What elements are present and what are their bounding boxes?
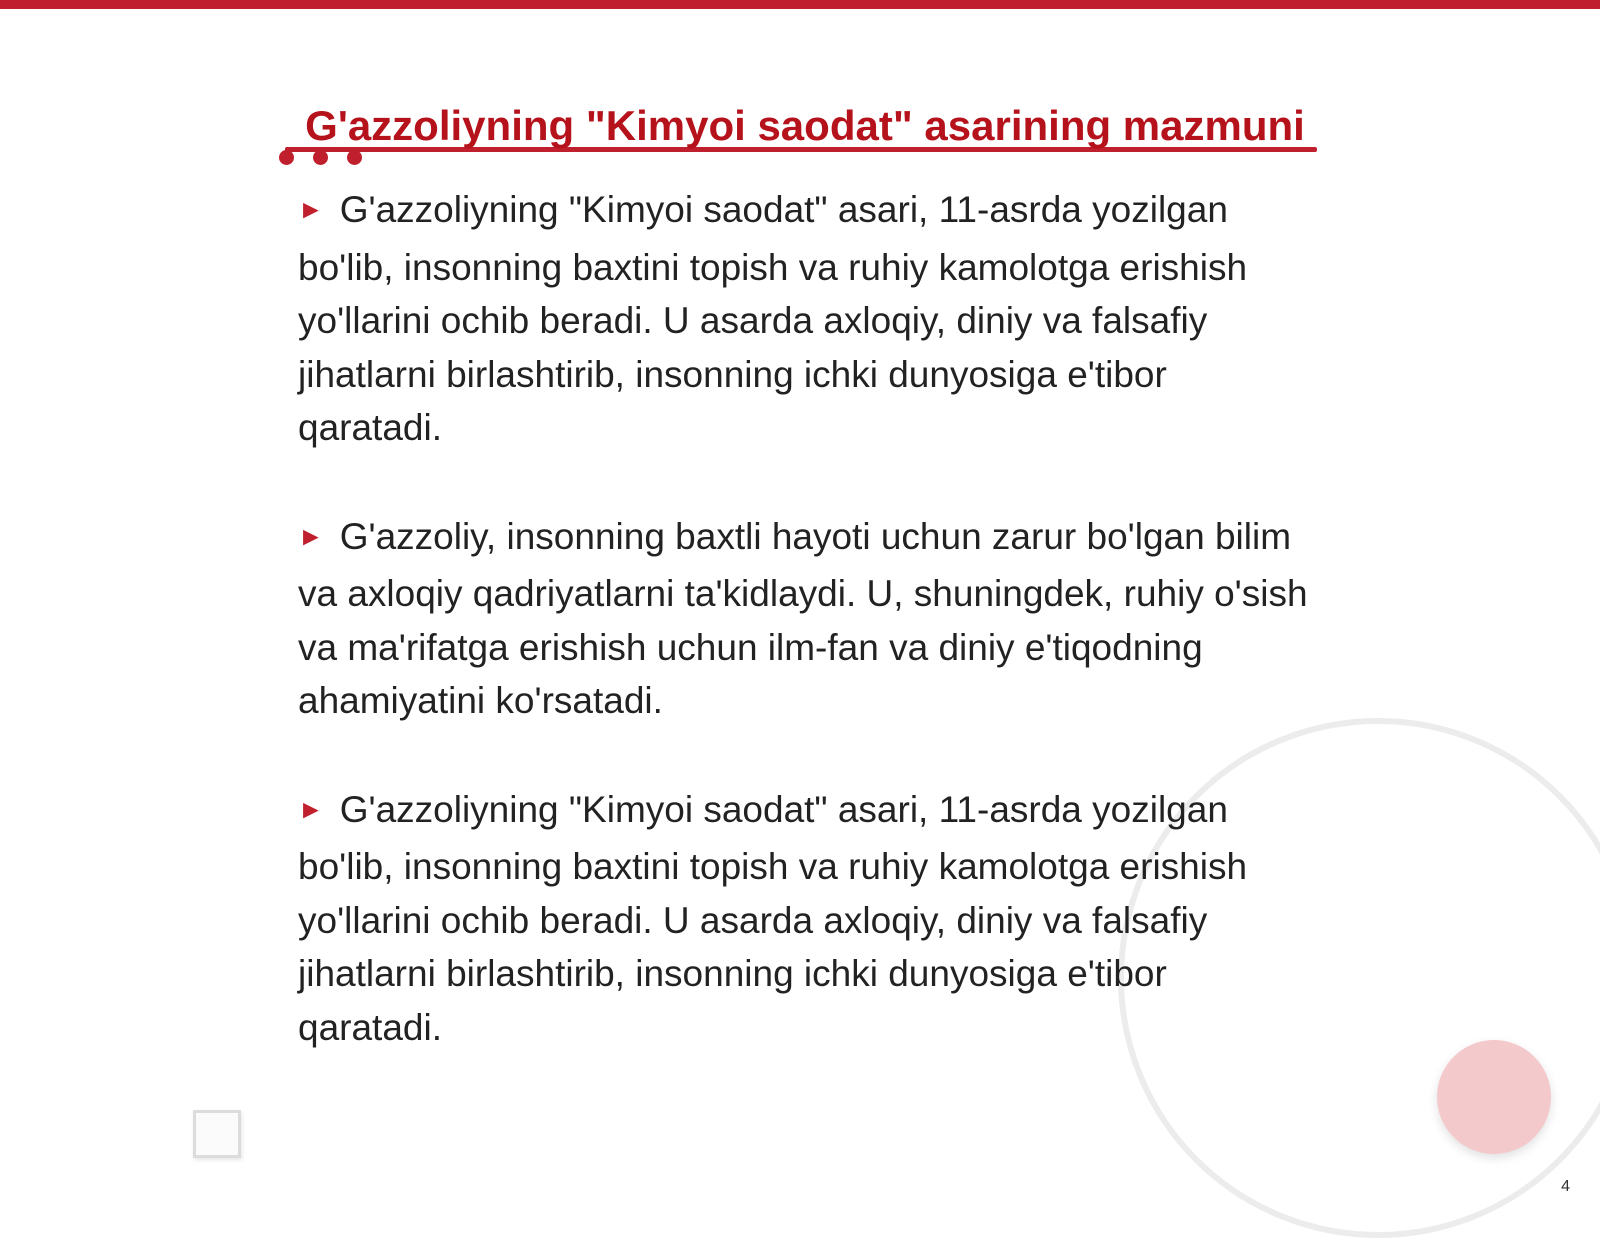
bullet-text: G'azzoliyning "Kimyoi saodat" asari, 11-asrda yozilgan bo'lib, insonning baxtini topish va ruhiy kamolotga erishish yo'llarini ochib beradi. U asarda axloqiy, diniy va falsafiy jihatlarni birlashtirib, insonning ichki dunyosiga e'tibor qaratadi.: [298, 189, 1248, 448]
decorative-square: [193, 1110, 241, 1158]
bullet-text: G'azzoliy, insonning baxtli hayoti uchun zarur bo'lgan bilim va axloqiy qadriyatlarni ta'kidlaydi. U, shuningdek, ruhiy o'sish va ma'rifatga erishish uchun ilm-fan va diniy e'tiqodning ahamiyatini ko'rsatadi.: [298, 515, 1308, 721]
top-accent-bar: [0, 0, 1600, 9]
triangle-bullet-icon: ►: [298, 520, 324, 551]
bullet-item-1: [298, 183, 1308, 455]
bullet-item-3: [298, 783, 1308, 1055]
triangle-bullet-icon: ►: [298, 194, 324, 224]
slide-title: G'azzoliyning "Kimyoi saodat" asarining mazmuni: [305, 102, 1305, 149]
decorative-pink-circle: [1437, 1040, 1551, 1154]
triangle-bullet-icon: ►: [298, 793, 324, 824]
page-number: 4: [1561, 1178, 1570, 1195]
bullet-item-2: [298, 510, 1308, 728]
bullet-list: [298, 183, 1308, 1109]
bullet-text: G'azzoliyning "Kimyoi saodat" asari, 11-asrda yozilgan bo'lib, insonning baxtini topish va ruhiy kamolotga erishish yo'llarini ochib beradi. U asarda axloqiy, diniy va falsafiy jihatlarni birlashtirib, insonning ichki dunyosiga e'tibor qaratadi.: [298, 788, 1248, 1048]
